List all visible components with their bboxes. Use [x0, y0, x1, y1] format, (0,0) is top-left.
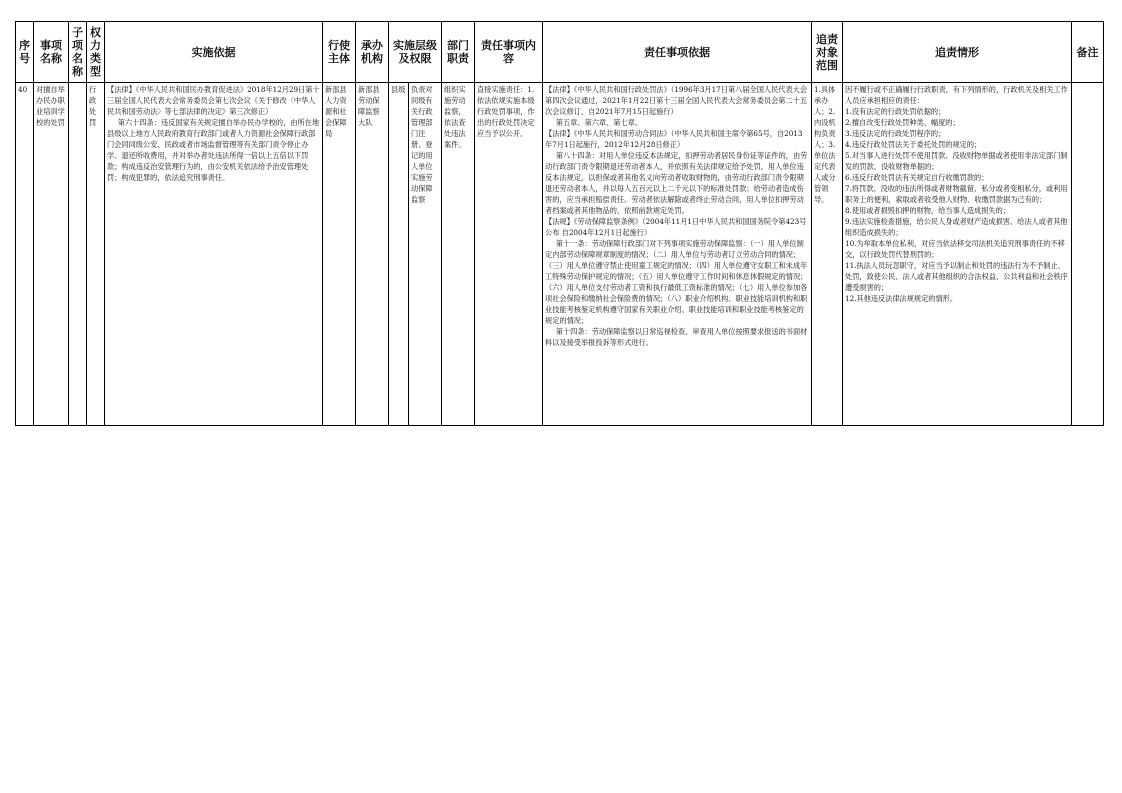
- header-resp-basis: 责任事项依据: [543, 22, 812, 83]
- basis-paragraph: 【法律】《中华人民共和国民办教育促进法》2018年12月29日第十三届全国人民代表大会常务委员会第七次会议《关于修改〈中华人民共和国劳动法〉等七部法律的决定》第三次修正）: [107, 85, 320, 116]
- table-row: [16, 83, 1104, 426]
- responsibility-table: [15, 21, 1104, 426]
- header-resp-content: 责任事项内容: [475, 22, 543, 83]
- cell-organ: 新邵县劳动保障监察大队: [356, 83, 389, 426]
- resp-basis-paragraph: 【法律】《中华人民共和国行政处罚法》（1996年3月17日第八届全国人民代表大会第四次会议通过，2021年1月22日第十三届全国人民代表大会常务委员会第二十五次会议修订，自2021年7月15日起施行）: [545, 85, 808, 116]
- resp-basis-paragraph: 第八十四条：对用人单位违反本法规定，扣押劳动者居民身份证等证件的，由劳动行政部门责令限期退还劳动者本人，并依照有关法律规定给予处罚。用人单位违反本法规定，以担保或者其他名义向劳动者收取财物的，由劳动行政部门责令限期退还劳动者本人，并以每人五百元以上二千元以下的标准处罚款；给劳动者造成伤害的，应当承担赔偿责任。劳动者依法解除或者终止劳动合同，用人单位扣押劳动者档案或者其他物品的，依照前款规定处罚。: [545, 151, 808, 215]
- cell-remark: [1072, 83, 1104, 426]
- cell-subject: 新邵县人力资源和社会保障局: [323, 83, 356, 426]
- resp-basis-paragraph: 第十四条：劳动保障监察以日常巡视检查、审查用人单位按照要求报送的书面材料以及接受举报投诉等形式进行。: [545, 327, 808, 347]
- header-dept-duty: 部门职责: [442, 22, 475, 83]
- resp-basis-paragraph: 【法规】《劳动保障监察条例》（2004年11月1日中华人民共和国国务院令第423号公布 自2004年12月1日起施行）: [545, 217, 807, 237]
- cell-scope: 1.具体承办人；2.内设机构负责人；3.单位法定代表人或分管领导。: [812, 83, 843, 426]
- situation-item: 10.为牟取本单位私利，对应当依法移交司法机关追究刑事责任的不移交，以行政处罚代替刑罚的；: [845, 239, 1065, 259]
- header-power-type: 权力类型: [87, 22, 105, 83]
- header-sub-name: 子项名称: [69, 22, 87, 83]
- situation-item: 因不履行或不正确履行行政职责，有下列情形的，行政机关及相关工作人员应承担相应的责任：: [845, 85, 1068, 105]
- situation-item: 4.违反行政处罚法关于委托处罚的规定的；: [845, 140, 982, 149]
- situation-item: 2.擅自改变行政处罚种类、幅度的；: [845, 118, 960, 127]
- resp-basis-paragraph: 第十一条：劳动保障行政部门对下列事项实施劳动保障监察：（一）用人单位制定内部劳动保障规章制度的情况；（二）用人单位与劳动者订立劳动合同的情况；（三）用人单位遵守禁止使用童工规定的情况；（四）用人单位遵守女职工和未成年工特殊劳动保护规定的情况；（五）用人单位遵守工作时间和休息休假规定的情况；（六）用人单位支付劳动者工资和执行最低工资标准的情况；（七）用人单位参加各项社会保险和缴纳社会保险费的情况；（八）职业介绍机构、职业技能培训机构和职业技能考核鉴定机构遵守国家有关职业介绍、职业技能培训和职业技能考核鉴定的规定的情况；: [545, 239, 808, 325]
- cell-seq: 40: [16, 83, 34, 426]
- cell-item-name: 对擅自举办民办职业培训学校的处罚: [34, 83, 69, 426]
- header-item-name: 事项名称: [34, 22, 69, 83]
- cell-power-type: 行政处罚: [87, 83, 105, 426]
- header-seq: 序号: [16, 22, 34, 83]
- cell-basis: [105, 83, 323, 426]
- situation-item: 7.将罚款、没收的违法所得或者财物截留、私分或者变相私分，或利用职务上的便利，索取或者收受他人财物、收缴罚款据为己有的；: [845, 184, 1068, 204]
- cell-situations: [843, 83, 1072, 426]
- header-scope: 追责对象范围: [812, 22, 843, 83]
- resp-basis-paragraph: 【法律】《中华人民共和国劳动合同法》（中华人民共和国主席令第65号，自2013年7月1日起施行，2012年12月28日修正）: [545, 129, 803, 149]
- cell-authority: 负责对同级有关行政管理部门注册、登记的用人单位实施劳动保障监察: [409, 83, 442, 426]
- resp-basis-paragraph: 第五章、第六章、第七章。: [555, 118, 643, 127]
- situation-item: 5.对当事人进行处罚不使用罚款、没收财物单据或者使用非法定部门制发的罚款、没收财物单据的；: [845, 151, 1068, 171]
- header-organ: 承办机构: [356, 22, 389, 83]
- situation-item: 12.其他违反法律法规规定的情形。: [845, 294, 958, 303]
- cell-sub-name: [69, 83, 87, 426]
- situation-item: 3.违反法定的行政处罚程序的；: [845, 129, 946, 138]
- situation-item: 6.违反行政处罚法有关规定自行收缴罚款的；: [845, 173, 989, 182]
- header-basis: 实施依据: [105, 22, 323, 83]
- basis-paragraph: 第六十四条：违反国家有关规定擅自举办民办学校的，由所在地县级以上地方人民政府教育行政部门或者人力资源社会保障行政部门会同同级公安、民政或者市场监督管理等有关部门责令停止办学、退还所收费用，并对举办者处违法所得一倍以上五倍以下罚款；构成违反治安管理行为的，由公安机关依法给予治安管理处罚；构成犯罪的，依法追究刑事责任。: [107, 118, 320, 182]
- header-row: [16, 22, 1104, 83]
- situation-item: 8.使用或者损毁扣押的财物，给当事人造成损失的；: [845, 206, 1010, 215]
- header-level: 实施层级及权限: [389, 22, 442, 83]
- situation-item: 11.执法人员玩忽职守，对应当予以制止和处罚的违法行为不予制止、处罚，致使公民、法人或者其他组织的合法权益、公共利益和社会秩序遭受损害的；: [845, 261, 1068, 292]
- situation-item: 1.没有法定的行政处罚依据的；: [845, 107, 946, 116]
- cell-resp-content: 直接实施责任：1.依法依规实施本级行政处罚事项，作出的行政处罚决定应当予以公开。: [475, 83, 543, 426]
- cell-dept-duty: 组织实施劳动监察，依法查处违法案件。: [442, 83, 475, 426]
- cell-level: 县级: [389, 83, 409, 426]
- situation-item: 9.违法实施检查措施，给公民人身或者财产造成损害、给法人或者其他组织造成损失的；: [845, 217, 1068, 237]
- header-remark: 备注: [1072, 22, 1104, 83]
- header-situations: 追责情形: [843, 22, 1072, 83]
- cell-resp-basis: [543, 83, 812, 426]
- header-subject: 行使主体: [323, 22, 356, 83]
